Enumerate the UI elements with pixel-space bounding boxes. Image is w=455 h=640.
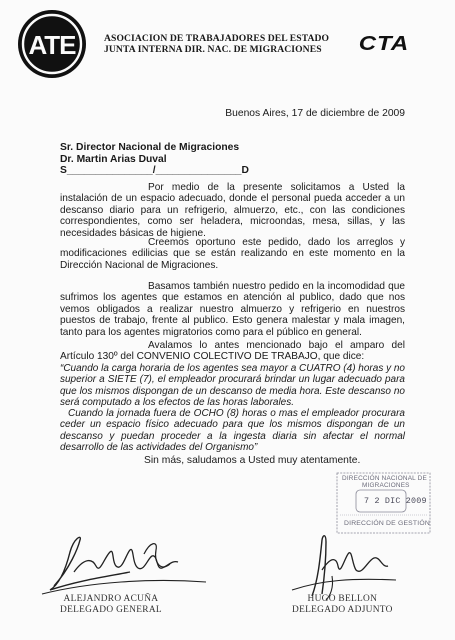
signer-role: DELEGADO GENERAL [60,605,162,615]
signer-role: DELEGADO ADJUNTO [292,605,393,615]
stamp-line-2: MIGRACIONES [362,482,410,489]
quoted-article [60,363,405,453]
body-paragraph: Avalamos lo antes mencionado bajo el amparo del Artículo 130º del CONVENIO COLECTIVO DE TRABAJO, que dice: [60,340,405,363]
recipient-block [60,142,249,177]
quote-paragraph: “Cuando la carga horaria de los agentes sea mayor a CUATRO (4) horas y no superior a SIETE (7), el empleador procurará brindar un lugar adecuado para que los mismos dispongan de un descanso de media hora. Este descanso no será computado a los efectos de las horas laborales. [60,363,405,408]
body-paragraph: Basamos también nuestro pedido en la incomodidad que sufrimos los agentes que estamos en atención al publico, dado que nos vemos obligados a realizar nuestro almuerzo y refrigerio en nuestros puestos de trabajo, frente al publico. Esto genera malestar y mala imagen, tanto para los agentes migratorios como para el público en general. [60,281,405,338]
ate-logo-text: ATE [28,30,76,60]
reception-stamp [336,472,431,534]
letter-date: Buenos Aires, 17 de diciembre de 2009 [225,108,405,119]
signature-left [60,594,162,616]
recipient-line-3: S_______________/_______________D [60,165,249,176]
signature-scrawl-left [40,528,210,598]
body-paragraph: Por medio de la presente solicitamos a Usted la instalación de un espacio adecuado, donde el personal pueda acceder a un descanso diario para un refrigerio, almuerzo, etc., con las condiciones correspondientes, como ser heladera, microondas, mesa, sillas, y las necesidades básicas de higiene. [60,182,405,239]
cta-logo-text: CTA [358,33,410,53]
stamp-line-1: DIRECCIÓN NACIONAL DE [342,475,427,482]
quote-paragraph: Cuando la jornada fuera de OCHO (8) horas o mas el empleador procurara ceder un espacio físico adecuado para que los mismos dispongan de un descanso y puedan proceder a la ingesta diaria sin afectar el normal desarrollo de las actividades del Organismo” [60,408,405,454]
signature-right [292,594,393,616]
closing-line: Sin más, saludamos a Usted muy atentamente. [144,455,361,466]
stamp-date: 7 2 DIC 2009 [364,496,427,506]
stamp-line-3: DIRECCIÓN DE GESTIÓN [344,520,430,527]
org-line-2: JUNTA INTERNA DIR. NAC. DE MIGRACIONES [104,44,322,55]
cta-logo [331,33,437,53]
signer-name: HUGO BELLON [307,594,378,604]
org-header [104,33,329,55]
body-paragraph: Creemos oportuno este pedido, dado los arreglos y modificaciones edilicias que se están realizando en este momento en la Dirección Nacional de Migraciones. [60,237,405,271]
ate-logo [16,8,88,80]
recipient-line-1: Sr. Director Nacional de Migraciones [60,142,240,153]
signer-name: ALEJANDRO ACUÑA [63,594,159,604]
recipient-line-2: Dr. Martin Arias Duval [60,153,167,165]
signature-scrawl-right [282,530,402,602]
org-line-1: ASOCIACION DE TRABAJADORES DEL ESTADO [104,33,330,44]
